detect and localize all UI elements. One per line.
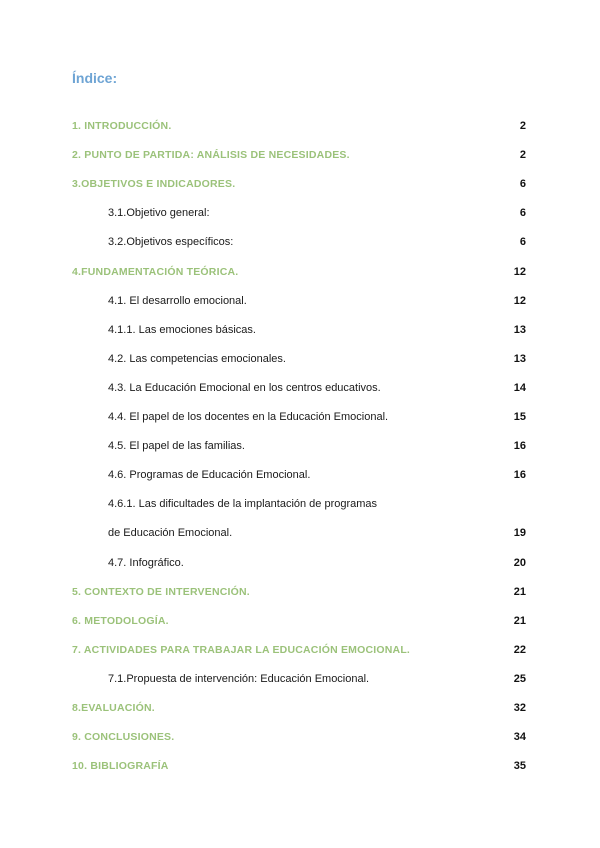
toc-entry-label: 3.1.Objetivo general: [108, 207, 210, 220]
toc-entry-label: 8.EVALUACIÓN. [72, 702, 155, 714]
toc-entry-page-number: 19 [513, 527, 526, 540]
toc-section-entry[interactable] [0, 642, 600, 658]
toc-entry-page-number: 32 [513, 702, 526, 714]
toc-entry-label: 10. BIBLIOGRAFÍA [72, 760, 169, 773]
toc-entry-label: 3.OBJETIVOS E INDICADORES. [72, 178, 236, 191]
toc-entry-label: de Educación Emocional. [108, 527, 233, 540]
toc-subsection-entry[interactable] [0, 525, 600, 541]
toc-entry-label: 4.7. Infográfico. [108, 556, 184, 569]
toc-entry-page-number: 13 [513, 352, 526, 365]
toc-entry-page-number: 6 [519, 178, 526, 191]
toc-entry-page-number: 6 [519, 236, 526, 249]
toc-subsection-entry[interactable] [0, 380, 600, 396]
toc-subsection-entry[interactable] [0, 234, 600, 250]
toc-entry-page-number: 13 [513, 323, 526, 336]
toc-entry-label: 1. INTRODUCCIÓN. [72, 120, 172, 132]
toc-entry-label: 7.1.Propuesta de intervención: Educación Emocional. [108, 672, 370, 685]
toc-section-entry[interactable] [0, 613, 600, 629]
toc-section-entry[interactable] [0, 176, 600, 192]
toc-subsection-entry[interactable] [0, 496, 600, 512]
toc-entry-label: 4.4. El papel de los docentes en la Educación Emocional. [108, 411, 389, 423]
toc-entry-page-number: 20 [513, 556, 526, 569]
toc-entry-label: 4.6.1. Las dificultades de la implantación de programas [108, 498, 378, 511]
toc-entry-page-number: 15 [513, 411, 526, 423]
toc-entry-page-number: 35 [513, 760, 526, 773]
toc-entry-label: 4.1.1. Las emociones básicas. [108, 323, 256, 336]
toc-entry-label: 4.1. El desarrollo emocional. [108, 294, 247, 307]
toc-entry-page-number: 2 [519, 149, 526, 162]
toc-entry-page-number: 14 [513, 381, 526, 394]
toc-section-entry[interactable] [0, 147, 600, 163]
toc-entry-page-number: 2 [519, 120, 526, 132]
toc-entry-page-number: 21 [513, 614, 526, 627]
toc-entry-label: 4.5. El papel de las familias. [108, 440, 245, 453]
toc-title: Índice: [72, 70, 118, 86]
toc-entry-label: 2. PUNTO DE PARTIDA: ANÁLISIS DE NECESIDADES. [72, 149, 350, 162]
toc-section-entry[interactable] [0, 700, 600, 716]
toc-entry-page-number: 22 [513, 643, 526, 656]
toc-entry-page-number: 12 [513, 294, 526, 307]
toc-subsection-entry[interactable] [0, 351, 600, 367]
toc-subsection-entry[interactable] [0, 409, 600, 425]
toc-entry-label: 3.2.Objetivos específicos: [108, 236, 234, 249]
toc-section-entry[interactable] [0, 118, 600, 134]
toc-entry-page-number: 21 [513, 585, 526, 598]
toc-entry-page-number: 16 [513, 469, 526, 482]
toc-subsection-entry[interactable] [0, 293, 600, 309]
toc-entry-page-number: 12 [513, 265, 526, 278]
toc-subsection-entry[interactable] [0, 322, 600, 338]
toc-entry-label: 4.6. Programas de Educación Emocional. [108, 469, 311, 482]
toc-subsection-entry[interactable] [0, 205, 600, 221]
toc-entry-page-number: 6 [519, 207, 526, 220]
toc-entry-label: 9. CONCLUSIONES. [72, 731, 175, 744]
toc-subsection-entry[interactable] [0, 438, 600, 454]
toc-entry-label: 7. ACTIVIDADES PARA TRABAJAR LA EDUCACIÓN EMOCIONAL. [72, 643, 411, 656]
toc-entry-page-number: 16 [513, 440, 526, 453]
toc-subsection-entry[interactable] [0, 467, 600, 483]
toc-entry-label: 6. METODOLOGÍA. [72, 614, 169, 627]
toc-section-entry[interactable] [0, 758, 600, 774]
toc-entry-label: 4.2. Las competencias emocionales. [108, 352, 286, 365]
toc-entry-label: 4.3. La Educación Emocional en los centros educativos. [108, 381, 381, 394]
toc-section-entry[interactable] [0, 584, 600, 600]
toc-entry-page-number: 34 [513, 731, 526, 744]
toc-section-entry[interactable] [0, 264, 600, 280]
toc-subsection-entry[interactable] [0, 671, 600, 687]
toc-entry-label: 4.FUNDAMENTACIÓN TEÓRICA. [72, 265, 239, 278]
toc-entry-page-number: 25 [513, 672, 526, 685]
toc-subsection-entry[interactable] [0, 555, 600, 571]
toc-entry-label: 5. CONTEXTO DE INTERVENCIÓN. [72, 585, 250, 598]
toc-section-entry[interactable] [0, 729, 600, 745]
